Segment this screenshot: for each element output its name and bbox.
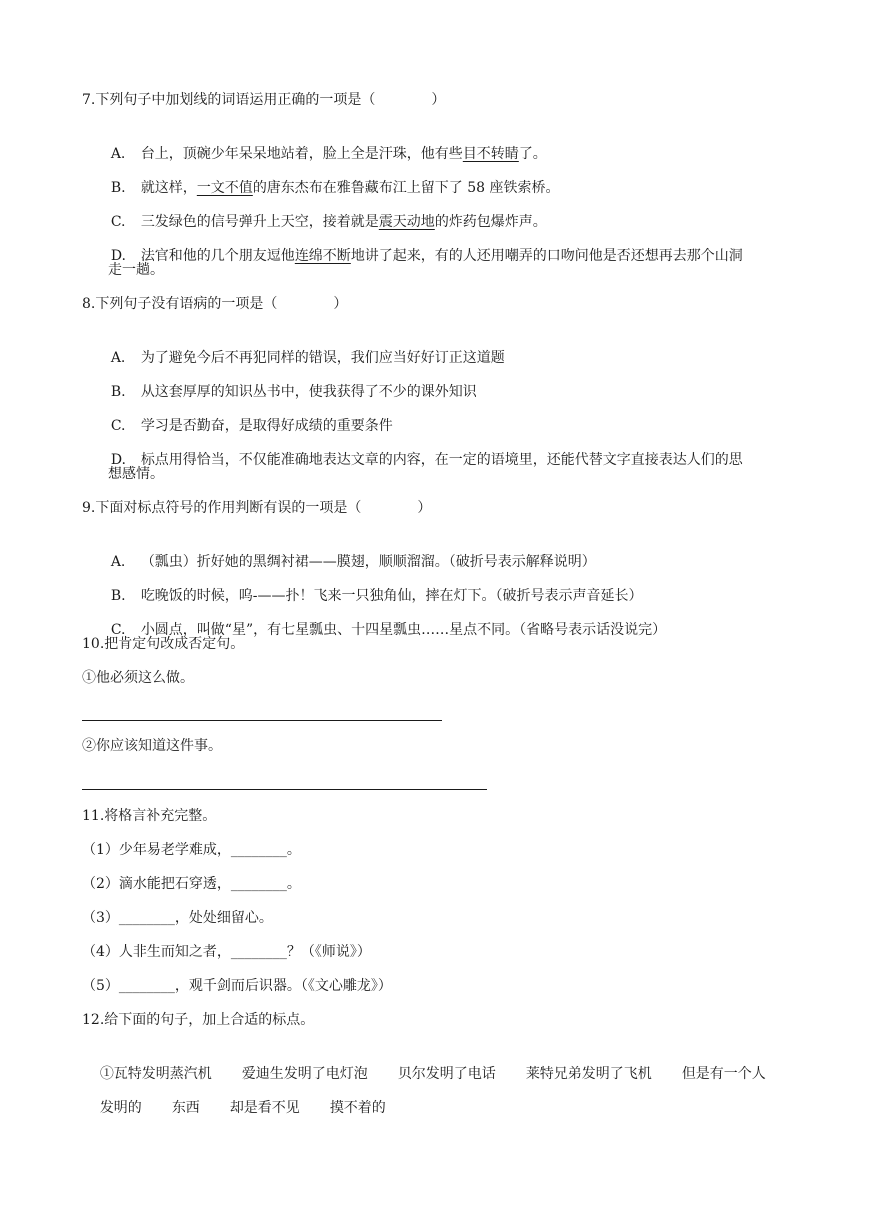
- q10-stem: 10.把肯定句改成否定句。: [82, 636, 245, 652]
- sentence-fragment: 摸不着的: [329, 1100, 386, 1116]
- underlined-word: 一文不值: [196, 180, 253, 196]
- option-text: 为了避免今后不再犯同样的错误，我们应当好好订正这道题: [140, 350, 505, 366]
- option-text: 的唐东杰布在雅鲁藏布江上留下了 58 座铁索桥。: [252, 180, 560, 196]
- option-letter: D.: [110, 248, 126, 264]
- option-text: 学习是否勤奋，是取得好成绩的重要条件: [140, 418, 393, 434]
- option-letter: B.: [110, 384, 126, 400]
- sentence-fragment: 莱特兄弟发明了飞机: [525, 1066, 652, 1082]
- option-letter: C.: [110, 622, 126, 638]
- sentence-fragment: 但是有一个人: [681, 1066, 766, 1082]
- option-text: 法官和他的几个朋友逗他: [140, 248, 295, 264]
- underlined-word: 震天动地: [378, 214, 435, 230]
- q11-item-2: （2）滴水能把石穿透，________。: [82, 876, 301, 892]
- option-letter: C.: [110, 214, 126, 230]
- option-text: 小圆点，叫做“星”，有七星瓢虫、十四星瓢虫……星点不同。（省略号表示话没说完）: [140, 622, 667, 638]
- q8-stem: 8.下列句子没有语病的一项是（ ）: [82, 296, 348, 312]
- option-text: 吃晚饭的时候，呜-——扑！飞来一只独角仙，摔在灯下。（破折号表示声音延长）: [140, 588, 643, 604]
- q8-option-d-continuation: 想感情。: [108, 466, 164, 482]
- answer-line-1[interactable]: [82, 720, 442, 721]
- option-text: 标点用得恰当，不仅能准确地表达文章的内容，在一定的语境里，还能代替文字直接表达人们的思: [140, 452, 743, 468]
- option-letter: A.: [110, 146, 126, 162]
- option-text: 从这套厚厚的知识丛书中，使我获得了不少的课外知识: [140, 384, 477, 400]
- sentence-fragment: 贝尔发明了电话: [397, 1066, 496, 1082]
- option-letter: A.: [110, 350, 126, 366]
- q7-option-d: [93, 226, 743, 286]
- q12-sentence-line-2: [82, 1078, 386, 1138]
- q9-stem: 9.下面对标点符号的作用判断有误的一项是（ ）: [82, 500, 432, 516]
- q11-item-1: （1）少年易老学难成，________。: [82, 842, 301, 858]
- sentence-fragment: 爱迪生发明了电灯泡: [241, 1066, 368, 1082]
- q11-item-4: （4）人非生而知之者，________？（《师说》）: [82, 944, 371, 960]
- q8-option-d: [93, 430, 743, 490]
- option-letter: B.: [110, 588, 126, 604]
- sentence-fragment: 发明的: [99, 1100, 142, 1116]
- option-text: 就这样，: [140, 180, 197, 196]
- option-text: 三发绿色的信号弹升上天空，接着就是: [140, 214, 379, 230]
- answer-line-2[interactable]: [82, 789, 487, 790]
- sentence-fragment: 东西: [171, 1100, 200, 1116]
- q7-stem: 7.下列句子中加划线的词语运用正确的一项是（ ）: [82, 92, 446, 108]
- q10-item-1: ①他必须这么做。: [82, 670, 194, 686]
- sentence-fragment: ①瓦特发明蒸汽机: [99, 1066, 212, 1082]
- option-text: 地讲了起来，有的人还用嘲弄的口吻问他是否还想再去那个山洞: [350, 248, 743, 264]
- underlined-word: 目不转睛: [462, 146, 519, 162]
- option-text: （瓢虫）折好她的黑绸衬裙——膜翅，顺顺溜溜。（破折号表示解释说明）: [140, 554, 596, 570]
- q11-item-3: （3）________，处处细留心。: [82, 910, 273, 926]
- q10-item-2: ②你应该知道这件事。: [82, 738, 222, 754]
- q12-stem: 12.给下面的句子，加上合适的标点。: [82, 1012, 315, 1028]
- q11-item-5: （5）________，观千剑而后识器。（《文心雕龙》）: [82, 978, 392, 994]
- option-text: 了。: [518, 146, 547, 162]
- option-letter: B.: [110, 180, 126, 196]
- sentence-fragment: 却是看不见: [229, 1100, 300, 1116]
- option-letter: C.: [110, 418, 126, 434]
- option-letter: A.: [110, 554, 126, 570]
- option-text: 的炸药包爆炸声。: [434, 214, 547, 230]
- q11-stem: 11.将格言补充完整。: [82, 808, 217, 824]
- underlined-word: 连绵不断: [294, 248, 351, 264]
- option-letter: D.: [110, 452, 126, 468]
- option-text: 台上，顶碗少年呆呆地站着，脸上全是汗珠，他有些: [140, 146, 463, 162]
- q7-option-d-continuation: 走一趟。: [108, 262, 164, 278]
